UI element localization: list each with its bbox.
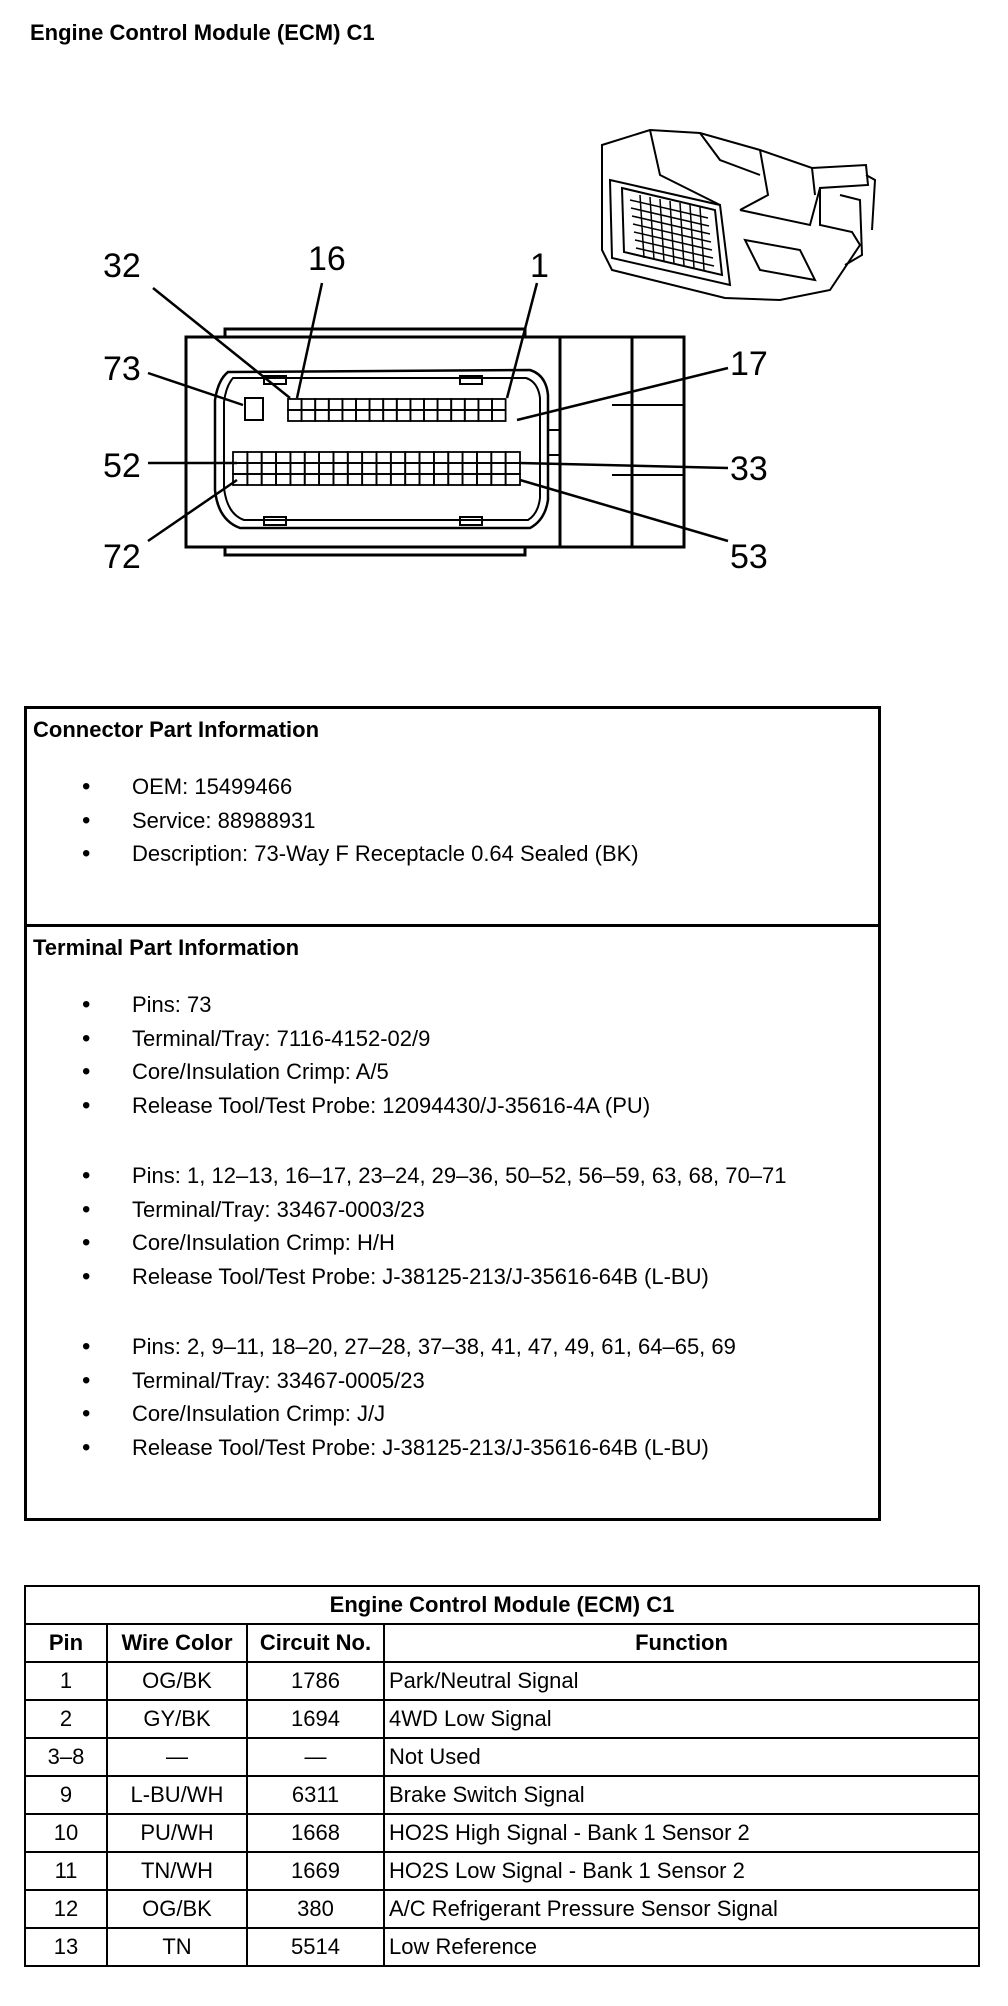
pin-cavity [448, 452, 462, 463]
circuit-cell: 5514 [247, 1928, 384, 1966]
pin-cavity [377, 463, 391, 474]
list-item: • Terminal/Tray: 33467-0005/23 [27, 1364, 736, 1398]
pin-row-top [288, 399, 506, 421]
list-item: • Core/Insulation Crimp: J/J [27, 1397, 736, 1431]
pin-cavity [463, 463, 477, 474]
pin-cavity [233, 452, 247, 463]
pin-cavity [478, 410, 492, 421]
function-cell: A/C Refrigerant Pressure Sensor Signal [384, 1890, 979, 1928]
pin-cavity [506, 474, 520, 485]
connector-face-diagram [0, 0, 1008, 700]
pin-cavity [247, 452, 261, 463]
pin-cavity [383, 399, 397, 410]
pin-cavity [506, 463, 520, 474]
list-item: • Release Tool/Test Probe: 12094430/J-35616-4A (PU) [27, 1089, 650, 1123]
pin-cavity [420, 463, 434, 474]
function-cell: HO2S Low Signal - Bank 1 Sensor 2 [384, 1852, 979, 1890]
list-item: • Pins: 73 [27, 988, 650, 1022]
pin-cavity [262, 452, 276, 463]
terminal-part-information [27, 927, 878, 1518]
list-item: • Pins: 1, 12–13, 16–17, 23–24, 29–36, 50–52, 56–59, 63, 68, 70–71 [27, 1159, 786, 1193]
wire-color-cell: TN [107, 1928, 247, 1966]
pin-cavity [420, 452, 434, 463]
pin-cavity [302, 399, 316, 410]
page-title: Engine Control Module (ECM) C1 [30, 20, 375, 45]
pin-cavity [348, 474, 362, 485]
pin-cavity [247, 474, 261, 485]
wire-color-cell: OG/BK [107, 1662, 247, 1700]
pin-cavity [356, 410, 370, 421]
pin-cavity [377, 474, 391, 485]
pin-cavity [451, 399, 465, 410]
table-row [25, 1776, 979, 1814]
circuit-cell: — [247, 1738, 384, 1776]
pin-label-33: 33 [730, 450, 768, 488]
wire-color-cell: L-BU/WH [107, 1776, 247, 1814]
pin-cavity [506, 452, 520, 463]
pin-cell: 13 [25, 1928, 107, 1966]
pin-cavity [276, 452, 290, 463]
pinout-table [24, 1585, 980, 1967]
table-header-row [25, 1624, 979, 1662]
pin-cavity [397, 410, 411, 421]
pin-cavity [405, 474, 419, 485]
pin-cavity [451, 410, 465, 421]
pin-rows-middle [233, 452, 520, 485]
pin-cavity [305, 474, 319, 485]
function-cell: Park/Neutral Signal [384, 1662, 979, 1700]
wire-color-cell: — [107, 1738, 247, 1776]
pin-cavity [383, 410, 397, 421]
circuit-cell: 1694 [247, 1700, 384, 1738]
pin-cavity [434, 474, 448, 485]
pin-label-32: 32 [103, 247, 141, 285]
pin-cavity [333, 452, 347, 463]
pin-cavity [262, 474, 276, 485]
terminal-group-2 [27, 1159, 786, 1293]
pin-cavity [290, 463, 304, 474]
function-cell: Not Used [384, 1738, 979, 1776]
pin-cavity [391, 452, 405, 463]
connector-body [186, 329, 684, 555]
table-row [25, 1890, 979, 1928]
pin-cell: 2 [25, 1700, 107, 1738]
pin-cavity [434, 452, 448, 463]
pin-cavity [491, 452, 505, 463]
pin-cavity [463, 452, 477, 463]
column-header-wire-color: Wire Color [107, 1624, 247, 1662]
pin-cavity [362, 452, 376, 463]
pin-label-1: 1 [530, 247, 549, 285]
pin-cavity [276, 463, 290, 474]
pin-cavity [410, 410, 424, 421]
pin-cavity [305, 452, 319, 463]
pin-cell: 12 [25, 1890, 107, 1928]
pin-cavity [233, 463, 247, 474]
table-row [25, 1662, 979, 1700]
list-item: • Pins: 2, 9–11, 18–20, 27–28, 37–38, 41, 47, 49, 61, 64–65, 69 [27, 1330, 736, 1364]
column-header-circuit-no: Circuit No. [247, 1624, 384, 1662]
pin-cavity [290, 474, 304, 485]
pin-cavity [342, 410, 356, 421]
pin-cavity [302, 410, 316, 421]
pin-cavity [492, 399, 506, 410]
pin-cavity [405, 463, 419, 474]
pin-cavity [329, 399, 343, 410]
pin-cell: 11 [25, 1852, 107, 1890]
list-item: • OEM: 15499466 [27, 770, 639, 804]
pin-cavity [420, 474, 434, 485]
function-cell: 4WD Low Signal [384, 1700, 979, 1738]
pin-cavity [319, 463, 333, 474]
wire-color-cell: OG/BK [107, 1890, 247, 1928]
table-row [25, 1928, 979, 1966]
pin-cavity [290, 452, 304, 463]
pin-cavity [333, 474, 347, 485]
pin-label-52: 52 [103, 447, 141, 485]
pin-cavity [424, 410, 438, 421]
pin-cavity [370, 410, 384, 421]
part-information-box [24, 706, 881, 1521]
function-cell: Brake Switch Signal [384, 1776, 979, 1814]
pin-cavity [438, 410, 452, 421]
pin-cavity [491, 463, 505, 474]
pin-cavity [305, 463, 319, 474]
pin-cavity [405, 452, 419, 463]
pin-cavity [262, 463, 276, 474]
function-cell: HO2S High Signal - Bank 1 Sensor 2 [384, 1814, 979, 1852]
pin-cavity [465, 410, 479, 421]
pin-cavity [319, 452, 333, 463]
pin-cavity [391, 474, 405, 485]
pin-label-72: 72 [103, 538, 141, 576]
pin-cavity [491, 474, 505, 485]
pin-cavity [333, 463, 347, 474]
wire-color-cell: PU/WH [107, 1814, 247, 1852]
pin-cavity [362, 474, 376, 485]
pin-cell: 1 [25, 1662, 107, 1700]
connector-info-heading: Connector Part Information [33, 717, 320, 742]
pin-73-cavity [245, 398, 263, 420]
pin-cavity [478, 399, 492, 410]
pin-cavity [448, 474, 462, 485]
list-item: • Release Tool/Test Probe: J-38125-213/J-35616-64B (L-BU) [27, 1431, 736, 1465]
pin-cavity [424, 399, 438, 410]
pin-cavity [370, 399, 384, 410]
pin-cavity [315, 399, 329, 410]
circuit-cell: 1786 [247, 1662, 384, 1700]
list-item: • Core/Insulation Crimp: H/H [27, 1226, 786, 1260]
pin-cavity [477, 452, 491, 463]
pin-cavity [463, 474, 477, 485]
pin-cavity [247, 463, 261, 474]
column-header-pin: Pin [25, 1624, 107, 1662]
table-row [25, 1852, 979, 1890]
pin-cavity [342, 399, 356, 410]
connector-part-information [27, 709, 878, 927]
circuit-cell: 1669 [247, 1852, 384, 1890]
list-item: • Terminal/Tray: 33467-0003/23 [27, 1193, 786, 1227]
pin-label-16: 16 [308, 240, 346, 278]
pin-cell: 10 [25, 1814, 107, 1852]
connector-illustration-icon [602, 130, 875, 300]
list-item: • Core/Insulation Crimp: A/5 [27, 1055, 650, 1089]
pin-cavity [356, 399, 370, 410]
table-row [25, 1700, 979, 1738]
pin-cavity [288, 410, 302, 421]
terminal-group-1 [27, 988, 650, 1122]
pin-cavity [434, 463, 448, 474]
pin-label-53: 53 [730, 538, 768, 576]
list-item: • Description: 73-Way F Receptacle 0.64 Sealed (BK) [27, 837, 639, 871]
pin-cavity [438, 399, 452, 410]
terminal-group-3 [27, 1330, 736, 1464]
pin-cavity [276, 474, 290, 485]
circuit-cell: 380 [247, 1890, 384, 1928]
table-row [25, 1738, 979, 1776]
pin-label-17: 17 [730, 345, 768, 383]
circuit-cell: 6311 [247, 1776, 384, 1814]
wire-color-cell: TN/WH [107, 1852, 247, 1890]
pin-cavity [329, 410, 343, 421]
table-row [25, 1814, 979, 1852]
wire-color-cell: GY/BK [107, 1700, 247, 1738]
terminal-info-heading: Terminal Part Information [33, 935, 300, 960]
pin-cavity [377, 452, 391, 463]
circuit-cell: 1668 [247, 1814, 384, 1852]
list-item: • Release Tool/Test Probe: J-38125-213/J-35616-64B (L-BU) [27, 1260, 786, 1294]
pin-cavity [319, 474, 333, 485]
pin-cavity [410, 399, 424, 410]
pin-cavity [348, 452, 362, 463]
list-item: • Service: 88988931 [27, 804, 639, 838]
pin-cavity [492, 410, 506, 421]
pin-cavity [477, 463, 491, 474]
connector-info-list [27, 770, 639, 871]
pin-cavity [288, 399, 302, 410]
pin-cavity [233, 474, 247, 485]
column-header-function: Function [384, 1624, 979, 1662]
pin-cell: 3–8 [25, 1738, 107, 1776]
pin-cavity [362, 463, 376, 474]
pin-cavity [465, 399, 479, 410]
pin-cavity [477, 474, 491, 485]
table-caption: Engine Control Module (ECM) C1 [25, 1586, 979, 1624]
pin-cavity [391, 463, 405, 474]
function-cell: Low Reference [384, 1928, 979, 1966]
pin-cavity [348, 463, 362, 474]
pin-cell: 9 [25, 1776, 107, 1814]
pin-cavity [397, 399, 411, 410]
pin-label-73: 73 [103, 350, 141, 388]
list-item: • Terminal/Tray: 7116-4152-02/9 [27, 1022, 650, 1056]
pin-cavity [315, 410, 329, 421]
pin-cavity [448, 463, 462, 474]
